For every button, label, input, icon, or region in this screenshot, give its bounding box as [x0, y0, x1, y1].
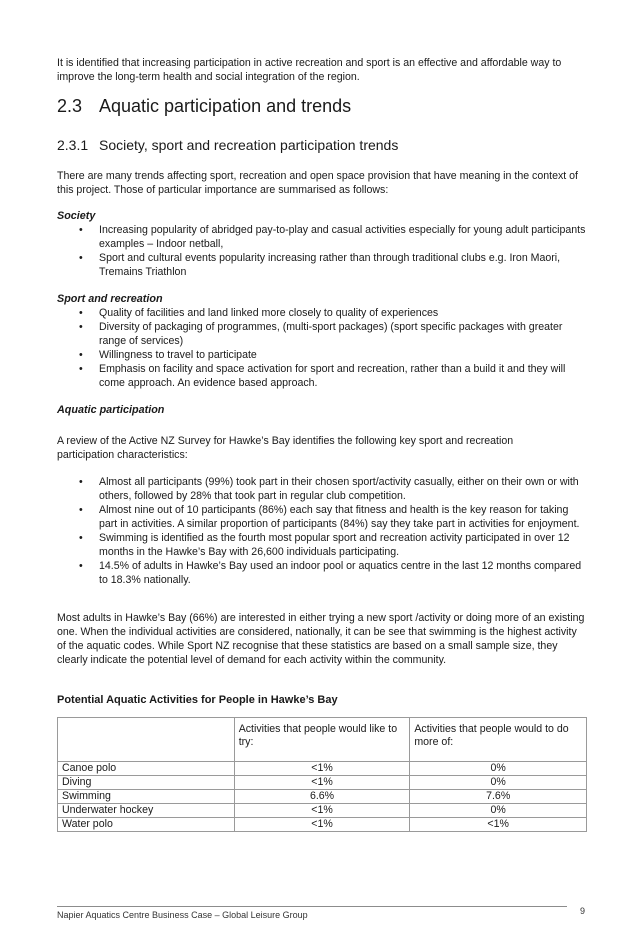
try-value-cell: <1% [234, 776, 410, 790]
bullet-icon: • [79, 307, 83, 319]
list-item-text: Increasing popularity of abridged pay-to-play and casual activities especially for young adult participants examples – Indoor netball, [99, 224, 586, 250]
list-item [57, 251, 587, 279]
list-item [57, 362, 587, 390]
intro-paragraph: It is identified that increasing participation in active recreation and sport is an effective and affordable way to improve the long-term health and social integration of the region. [57, 57, 562, 83]
list-item-text: Sport and cultural events popularity increasing rather than through traditional clubs e.g. Iron Maori, Tremains Triathlon [99, 252, 561, 278]
more-value-cell: 7.6% [410, 790, 587, 804]
list-item-text: Almost nine out of 10 participants (86%) each say that fitness and health is the key reason for taking part in activities. A similar proportion of participants (84%) say they take part in activities for enjoyment. [99, 504, 580, 530]
sport-recreation-heading: Sport and recreation [57, 293, 163, 305]
page-number: 9 [580, 906, 586, 916]
list-item-text: Almost all participants (99%) took part in their chosen sport/activity casually, either on their own or with others, followed by 28% that took part in regular club competition. [99, 476, 579, 502]
aquatic-list [57, 475, 587, 587]
more-value-cell: 0% [410, 804, 587, 818]
more-value-cell: 0% [410, 762, 587, 776]
section-heading [57, 96, 351, 117]
sport-recreation-list [57, 306, 587, 390]
table-row [58, 804, 587, 818]
try-value-cell: <1% [234, 818, 410, 832]
table-title: Potential Aquatic Activities for People in Hawke’s Bay [57, 694, 338, 706]
activity-cell: Canoe polo [58, 762, 235, 776]
activities-table [57, 717, 587, 832]
activity-cell: Water polo [58, 818, 235, 832]
table-row [58, 818, 587, 832]
more-value-cell: <1% [410, 818, 587, 832]
society-list [57, 223, 587, 279]
list-item [57, 306, 587, 320]
bullet-icon: • [79, 560, 83, 572]
section-number: 2.3 [57, 96, 83, 116]
list-item-text: Emphasis on facility and space activation for sport and recreation, rather than a build it and they will come approach. An evidence based approach. [99, 363, 566, 389]
footer-text: Napier Aquatics Centre Business Case – Global Leisure Group [57, 910, 308, 920]
activity-cell: Diving [58, 776, 235, 790]
lead-paragraph: There are many trends affecting sport, recreation and open space provision that have meaning in the context of this project. Those of particular importance are summarised as follows: [57, 170, 578, 196]
subsection-number: 2.3.1 [57, 137, 89, 153]
table-row [58, 776, 587, 790]
table-header-cell [58, 718, 235, 762]
aquatic-intro-paragraph: A review of the Active NZ Survey for Hawke’s Bay identifies the following key sport and recreation participation characteristics: [57, 435, 514, 461]
subsection-title: Society, sport and recreation participation trends [99, 137, 399, 153]
list-item-text: Diversity of packaging of programmes, (multi-sport packages) (sport specific packages with greater range of services) [99, 321, 563, 347]
try-value-cell: <1% [234, 804, 410, 818]
bullet-icon: • [79, 363, 83, 375]
table-header-cell: Activities that people would to do more of: [410, 718, 587, 762]
list-item-text: Quality of facilities and land linked more closely to quality of experiences [99, 307, 439, 319]
subsection-heading [57, 137, 398, 153]
list-item [57, 559, 587, 587]
bullet-icon: • [79, 476, 83, 488]
list-item-text: Swimming is identified as the fourth most popular sport and recreation activity participated in over 12 months in the Hawke’s Bay with 26,600 individuals participating. [99, 532, 570, 558]
section-title: Aquatic participation and trends [99, 96, 352, 116]
bullet-icon: • [79, 252, 83, 264]
list-item [57, 531, 587, 559]
activity-cell: Swimming [58, 790, 235, 804]
footer-divider [57, 906, 567, 907]
aquatic-heading: Aquatic participation [57, 404, 165, 416]
try-value-cell: <1% [234, 762, 410, 776]
list-item [57, 475, 587, 503]
table-header-cell: Activities that people would like to try: [234, 718, 410, 762]
table-row [58, 790, 587, 804]
try-value-cell: 6.6% [234, 790, 410, 804]
table-header-row [58, 718, 587, 762]
most-adults-paragraph: Most adults in Hawke’s Bay (66%) are interested in either trying a new sport /activity or doing more of an existing one. When the individual activities are considered, nationally, it can be see that swimming is the highest activity of the aquatic codes. While Sport NZ recognise that these statistics are based on a small sample size, they clearly indicate the potential level of demand for each activity within the community. [57, 612, 585, 666]
list-item [57, 503, 587, 531]
bullet-icon: • [79, 532, 83, 544]
society-heading: Society [57, 210, 96, 222]
list-item [57, 348, 587, 362]
table-row [58, 762, 587, 776]
bullet-icon: • [79, 504, 83, 516]
list-item-text: Willingness to travel to participate [99, 349, 257, 361]
more-value-cell: 0% [410, 776, 587, 790]
list-item [57, 320, 587, 348]
activity-cell: Underwater hockey [58, 804, 235, 818]
bullet-icon: • [79, 349, 83, 361]
list-item-text: 14.5% of adults in Hawke’s Bay used an indoor pool or aquatics centre in the last 12 months compared to 18.3% nationally. [99, 560, 582, 586]
list-item [57, 223, 587, 251]
bullet-icon: • [79, 321, 83, 333]
bullet-icon: • [79, 224, 83, 236]
